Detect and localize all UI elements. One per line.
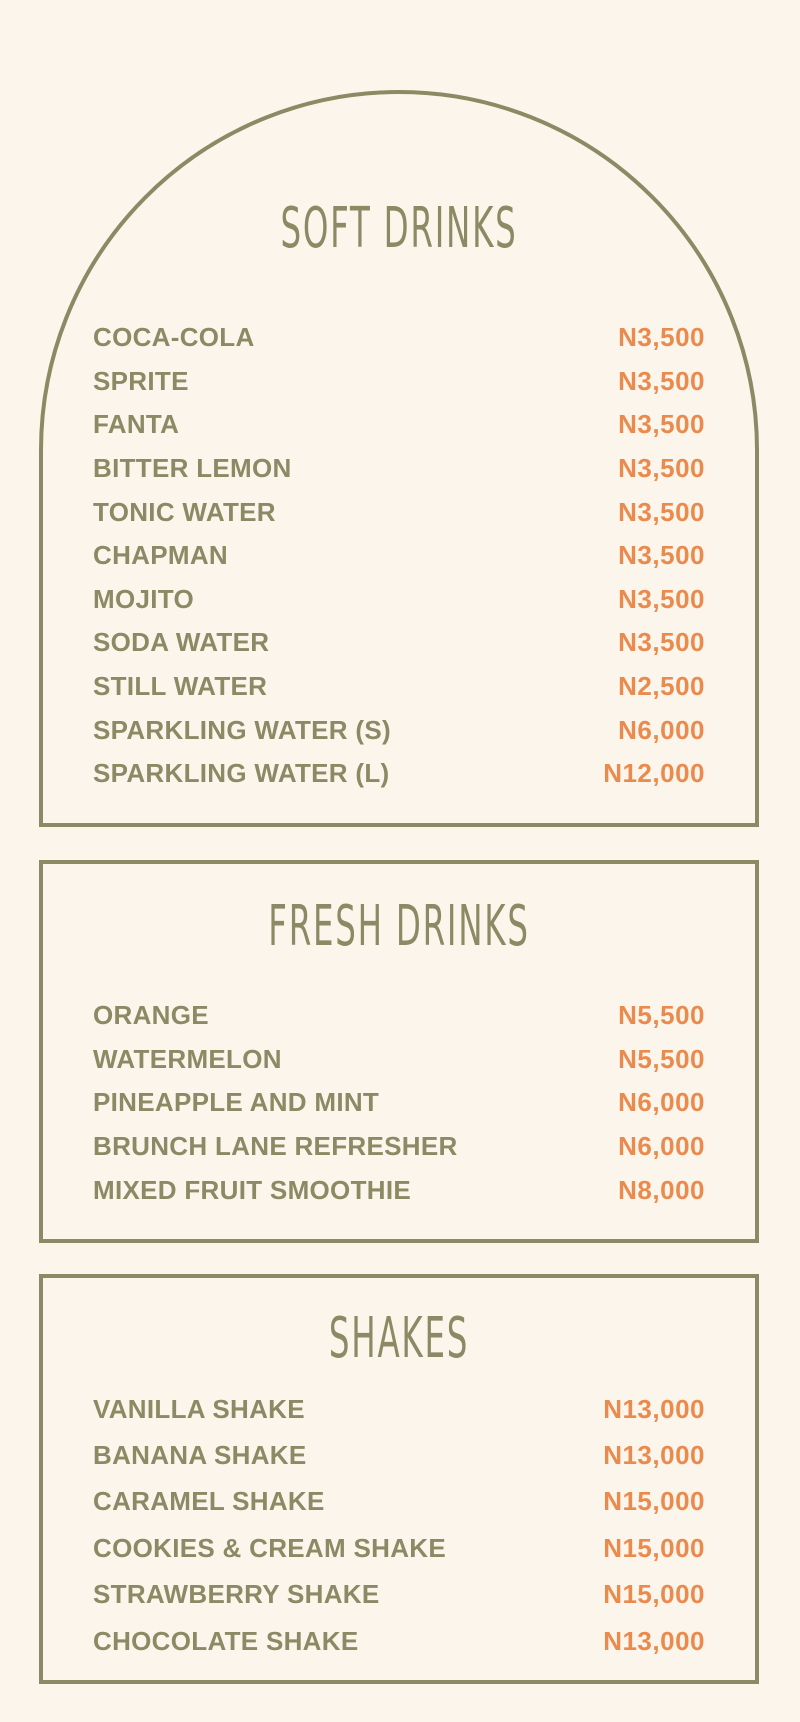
item-price: N3,500 xyxy=(618,627,705,658)
item-name: MIXED FRUIT SMOOTHIE xyxy=(93,1174,411,1205)
item-name: SODA WATER xyxy=(93,627,270,658)
item-price: N3,500 xyxy=(618,540,705,571)
item-name: STRAWBERRY SHAKE xyxy=(93,1579,380,1610)
item-name: BITTER LEMON xyxy=(93,453,292,484)
item-price: N3,500 xyxy=(618,496,705,527)
item-price: N15,000 xyxy=(603,1579,705,1610)
item-price: N5,500 xyxy=(618,1043,705,1074)
menu-item xyxy=(93,752,705,796)
menu-item xyxy=(93,708,705,752)
item-name: TONIC WATER xyxy=(93,496,276,527)
item-name: COOKIES & CREAM SHAKE xyxy=(93,1532,446,1563)
item-price: N3,500 xyxy=(618,453,705,484)
menu-item xyxy=(93,316,705,360)
item-price: N6,000 xyxy=(618,1131,705,1162)
menu-item xyxy=(93,665,705,709)
item-name: SPRITE xyxy=(93,365,189,396)
item-price: N15,000 xyxy=(603,1532,705,1563)
shakes-title: SHAKES xyxy=(328,1306,470,1371)
item-name: STILL WATER xyxy=(93,671,268,702)
menu-item xyxy=(93,490,705,534)
menu-item xyxy=(93,1038,705,1082)
item-price: N3,500 xyxy=(618,409,705,440)
item-price: N13,000 xyxy=(603,1440,705,1471)
item-name: MOJITO xyxy=(93,583,195,614)
fresh-drinks-title: FRESH DRINKS xyxy=(268,894,530,959)
fresh-drinks-list xyxy=(93,994,705,1212)
menu-item xyxy=(93,1618,705,1664)
menu-item xyxy=(93,403,705,447)
item-name: CHOCOLATE SHAKE xyxy=(93,1625,359,1656)
item-price: N6,000 xyxy=(618,714,705,745)
item-name: CARAMEL SHAKE xyxy=(93,1486,325,1517)
item-price: N2,500 xyxy=(618,671,705,702)
item-price: N3,500 xyxy=(618,365,705,396)
item-name: CHAPMAN xyxy=(93,540,228,571)
soft-drinks-title: SOFT DRINKS xyxy=(280,196,518,261)
item-price: N8,000 xyxy=(618,1174,705,1205)
menu-item xyxy=(93,1572,705,1618)
menu-item xyxy=(93,1168,705,1212)
shakes-panel xyxy=(39,1274,759,1684)
item-name: WATERMELON xyxy=(93,1043,282,1074)
menu-item xyxy=(93,1081,705,1125)
item-name: SPARKLING WATER (L) xyxy=(93,758,390,789)
item-name: VANILLA SHAKE xyxy=(93,1393,305,1424)
menu-item xyxy=(93,1386,705,1432)
item-price: N3,500 xyxy=(618,583,705,614)
item-name: PINEAPPLE AND MINT xyxy=(93,1087,380,1118)
item-name: ORANGE xyxy=(93,1000,209,1031)
item-price: N13,000 xyxy=(603,1625,705,1656)
item-price: N6,000 xyxy=(618,1087,705,1118)
menu-item xyxy=(93,1525,705,1571)
menu-item xyxy=(93,534,705,578)
menu-item xyxy=(93,578,705,622)
shakes-list xyxy=(93,1386,705,1664)
item-name: BRUNCH LANE REFRESHER xyxy=(93,1131,458,1162)
menu-item xyxy=(93,621,705,665)
fresh-drinks-panel xyxy=(39,860,759,1243)
item-name: BANANA SHAKE xyxy=(93,1440,307,1471)
soft-drinks-panel xyxy=(39,90,759,827)
menu-item xyxy=(93,1125,705,1169)
menu-item xyxy=(93,994,705,1038)
menu-item xyxy=(93,447,705,491)
item-price: N3,500 xyxy=(618,322,705,353)
menu-item xyxy=(93,360,705,404)
item-price: N15,000 xyxy=(603,1486,705,1517)
soft-drinks-list xyxy=(93,316,705,796)
item-name: FANTA xyxy=(93,409,180,440)
menu-item xyxy=(93,1432,705,1478)
item-price: N5,500 xyxy=(618,1000,705,1031)
item-name: COCA-COLA xyxy=(93,322,255,353)
menu-item xyxy=(93,1479,705,1525)
item-name: SPARKLING WATER (S) xyxy=(93,714,391,745)
item-price: N12,000 xyxy=(603,758,705,789)
item-price: N13,000 xyxy=(603,1393,705,1424)
